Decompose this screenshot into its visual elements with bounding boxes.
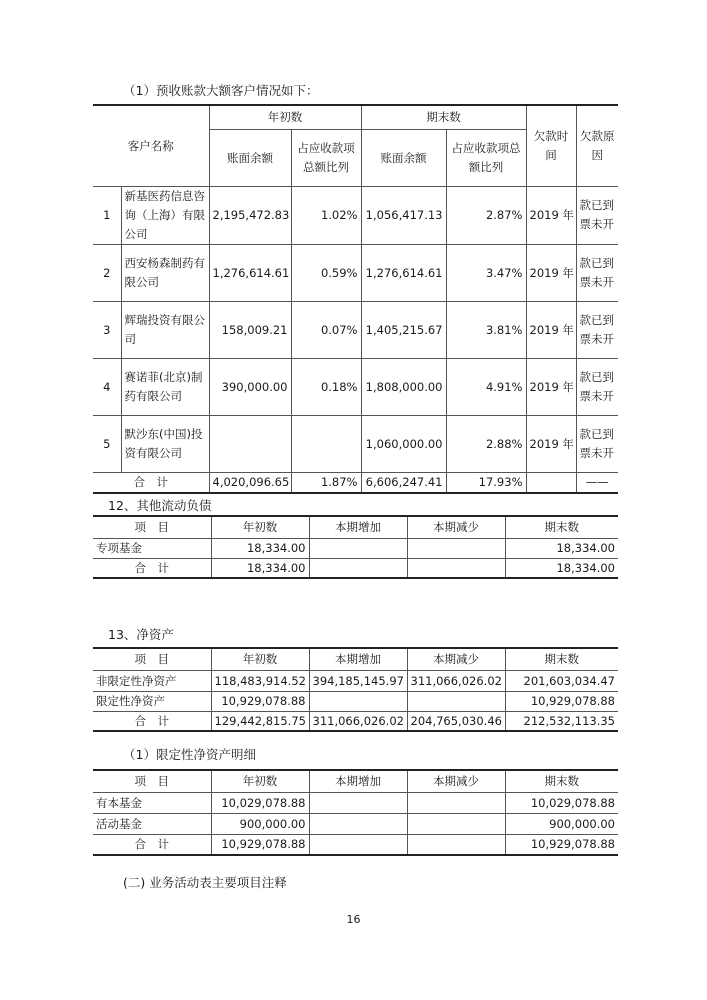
closing-ratio: 2.88%: [446, 415, 526, 472]
table-header-row: [93, 105, 618, 129]
opening-balance: 2,195,472.83: [209, 186, 291, 244]
section-caption-other-liabilities: 12、其他流动负债: [108, 498, 212, 513]
restricted-net-assets-table: [93, 769, 618, 856]
section-caption-activity-notes: (二) 业务活动表主要项目注释: [123, 875, 287, 890]
table-row: [93, 301, 618, 358]
decrease-value: [407, 792, 505, 813]
item-name: 专项基金: [93, 538, 211, 558]
row-number: 3: [93, 301, 121, 358]
table-row: [93, 670, 618, 691]
arrears-period: 2019 年: [526, 301, 576, 358]
arrears-reason: 款已到票未开: [576, 358, 618, 415]
opening-value: 118,483,914.52: [211, 670, 309, 691]
advance-receipts-table: [93, 104, 618, 494]
row-number: 2: [93, 244, 121, 301]
header-balance-close: 账面余额: [361, 129, 446, 186]
opening-ratio: [291, 415, 361, 472]
closing-ratio: 3.81%: [446, 301, 526, 358]
total-row: [93, 711, 618, 731]
closing-value: 18,334.00: [505, 538, 618, 558]
header-decrease: 本期减少: [407, 648, 505, 670]
arrears-reason: 款已到票未开: [576, 186, 618, 244]
header-item: 项 目: [93, 648, 211, 670]
closing-balance: 1,276,614.61: [361, 244, 446, 301]
decrease-value: [407, 691, 505, 711]
closing-value: 10,929,078.88: [505, 834, 618, 855]
closing-ratio: 2.87%: [446, 186, 526, 244]
closing-balance: 1,056,417.13: [361, 186, 446, 244]
arrears-period: 2019 年: [526, 415, 576, 472]
increase-value: [309, 834, 407, 855]
opening-ratio: 0.07%: [291, 301, 361, 358]
row-number: 5: [93, 415, 121, 472]
other-current-liabilities-table: [93, 515, 618, 579]
increase-value: [309, 538, 407, 558]
opening-balance: 158,009.21: [209, 301, 291, 358]
row-number: 4: [93, 358, 121, 415]
closing-ratio: 3.47%: [446, 244, 526, 301]
customer-name: 西安杨森制药有限公司: [121, 244, 209, 301]
opening-balance: 390,000.00: [209, 358, 291, 415]
header-decrease: 本期减少: [407, 770, 505, 792]
increase-value: 394,185,145.97: [309, 670, 407, 691]
section-caption-restricted-detail: （1）限定性净资产明细: [123, 747, 256, 762]
header-increase: 本期增加: [309, 770, 407, 792]
arrears-reason: 款已到票未开: [576, 415, 618, 472]
arrears-period: 2019 年: [526, 358, 576, 415]
header-item: 项 目: [93, 516, 211, 538]
total-period: [526, 472, 576, 493]
header-balance-open: 账面余额: [209, 129, 291, 186]
opening-balance: 1,276,614.61: [209, 244, 291, 301]
opening-ratio: 1.02%: [291, 186, 361, 244]
header-reason: 欠款原因: [576, 105, 618, 186]
opening-ratio: 0.18%: [291, 358, 361, 415]
closing-balance: 1,405,215.67: [361, 301, 446, 358]
decrease-value: 311,066,026.02: [407, 670, 505, 691]
decrease-value: [407, 834, 505, 855]
decrease-value: 204,765,030.46: [407, 711, 505, 731]
header-closing: 期末数: [505, 770, 618, 792]
header-opening: 年初数: [209, 105, 361, 129]
customer-name: 赛诺菲(北京)制药有限公司: [121, 358, 209, 415]
header-closing: 期末数: [361, 105, 526, 129]
closing-value: 18,334.00: [505, 558, 618, 578]
increase-value: [309, 813, 407, 834]
header-decrease: 本期减少: [407, 516, 505, 538]
closing-value: 201,603,034.47: [505, 670, 618, 691]
total-closing-balance: 6,606,247.41: [361, 472, 446, 493]
table-row: [93, 415, 618, 472]
total-closing-ratio: 17.93%: [446, 472, 526, 493]
row-number: 1: [93, 186, 121, 244]
total-opening-ratio: 1.87%: [291, 472, 361, 493]
header-period: 欠款时间: [526, 105, 576, 186]
opening-balance: [209, 415, 291, 472]
table-row: [93, 358, 618, 415]
page-number: 16: [346, 913, 361, 926]
item-name: 非限定性净资产: [93, 670, 211, 691]
section-caption-receipts: （1）预收账款大额客户情况如下：: [123, 83, 319, 98]
increase-value: [309, 792, 407, 813]
customer-name: 默沙东(中国)投资有限公司: [121, 415, 209, 472]
customer-name: 新基医药信息咨询（上海）有限公司: [121, 186, 209, 244]
table-row: [93, 244, 618, 301]
item-name: 活动基金: [93, 813, 211, 834]
section-caption-net-assets: 13、净资产: [108, 627, 174, 642]
decrease-value: [407, 538, 505, 558]
net-assets-table: [93, 647, 618, 732]
item-name: 限定性净资产: [93, 691, 211, 711]
header-item: 项 目: [93, 770, 211, 792]
table-row: [93, 538, 618, 558]
header-increase: 本期增加: [309, 648, 407, 670]
header-opening: 年初数: [211, 770, 309, 792]
closing-ratio: 4.91%: [446, 358, 526, 415]
header-customer: 客户名称: [93, 105, 209, 186]
table-row: [93, 691, 618, 711]
closing-value: 10,029,078.88: [505, 792, 618, 813]
opening-value: 18,334.00: [211, 558, 309, 578]
item-name: 有本基金: [93, 792, 211, 813]
opening-value: 10,029,078.88: [211, 792, 309, 813]
arrears-period: 2019 年: [526, 244, 576, 301]
table-row: [93, 186, 618, 244]
customer-name: 辉瑞投资有限公司: [121, 301, 209, 358]
total-row: [93, 834, 618, 855]
header-increase: 本期增加: [309, 516, 407, 538]
closing-value: 10,929,078.88: [505, 691, 618, 711]
opening-value: 18,334.00: [211, 538, 309, 558]
total-reason: ——: [576, 472, 618, 493]
opening-value: 10,929,078.88: [211, 834, 309, 855]
increase-value: [309, 558, 407, 578]
arrears-reason: 款已到票未开: [576, 301, 618, 358]
total-label: 合 计: [93, 711, 211, 731]
opening-value: 129,442,815.75: [211, 711, 309, 731]
table-header-row: [93, 516, 618, 538]
closing-balance: 1,808,000.00: [361, 358, 446, 415]
arrears-reason: 款已到票未开: [576, 244, 618, 301]
decrease-value: [407, 813, 505, 834]
opening-ratio: 0.59%: [291, 244, 361, 301]
increase-value: [309, 691, 407, 711]
header-opening: 年初数: [211, 648, 309, 670]
closing-value: 212,532,113.35: [505, 711, 618, 731]
increase-value: 311,066,026.02: [309, 711, 407, 731]
total-row: [93, 472, 618, 493]
total-label: 合 计: [93, 558, 211, 578]
header-ratio-open: 占应收款项总额比列: [291, 129, 361, 186]
closing-value: 900,000.00: [505, 813, 618, 834]
table-header-row: [93, 770, 618, 792]
table-row: [93, 813, 618, 834]
total-label: 合 计: [93, 834, 211, 855]
total-opening-balance: 4,020,096.65: [209, 472, 291, 493]
total-row: [93, 558, 618, 578]
table-row: [93, 792, 618, 813]
header-closing: 期末数: [505, 516, 618, 538]
opening-value: 10,929,078.88: [211, 691, 309, 711]
opening-value: 900,000.00: [211, 813, 309, 834]
closing-balance: 1,060,000.00: [361, 415, 446, 472]
table-header-row: [93, 648, 618, 670]
header-closing: 期末数: [505, 648, 618, 670]
decrease-value: [407, 558, 505, 578]
header-opening: 年初数: [211, 516, 309, 538]
arrears-period: 2019 年: [526, 186, 576, 244]
header-ratio-close: 占应收款项总额比列: [446, 129, 526, 186]
total-label: 合 计: [93, 472, 209, 493]
